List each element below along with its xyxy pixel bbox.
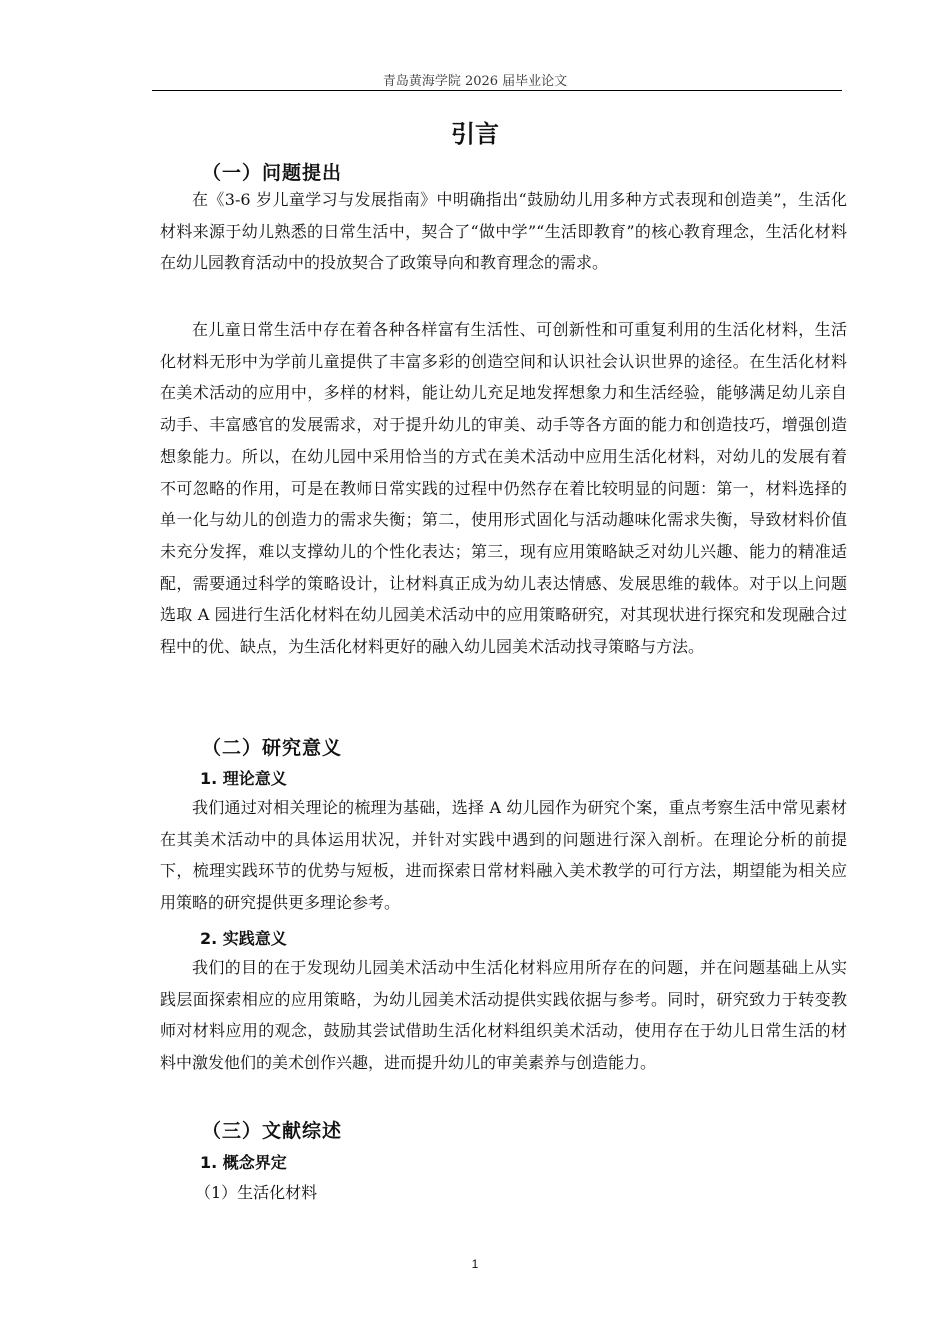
subheading-concept: 1. 概念界定 bbox=[200, 1153, 287, 1172]
running-header: 青岛黄海学院 2026 届毕业论文 bbox=[382, 74, 568, 89]
section-heading-2: （二）研究意义 bbox=[202, 737, 343, 759]
list-item-living-materials: （1）生活化材料 bbox=[195, 1183, 318, 1202]
subheading-practice: 2. 实践意义 bbox=[200, 929, 287, 948]
paragraph-3: 我们通过对相关理论的梳理为基础，选择 A 幼儿园作为研究个案，重点考察生活中常见素材在其美术活动中的具体运用状况，并针对实践中遇到的问题进行深入剖析。在理论分析的前提下，梳理实践环节的优势与短板，进而探索日常材料融入美术教学的可行方法，期望能为相关应用策略的研究提供更多理论参考。 bbox=[160, 798, 847, 913]
paragraph-1: 在《3-6 岁儿童学习与发展指南》中明确指出“鼓励幼儿用多种方式表现和创造美”，生活化材料来源于幼儿熟悉的日常生活中，契合了“做中学”“生活即教育”的核心教育理念，生活化材料在幼儿园教育活动中的投放契合了政策导向和教育理念的需求。 bbox=[160, 190, 847, 273]
page-number: 1 bbox=[471, 1257, 479, 1271]
page-title: 引言 bbox=[451, 120, 499, 148]
subheading-theory: 1. 理论意义 bbox=[200, 769, 287, 788]
paragraph-4: 我们的目的在于发现幼儿园美术活动中生活化材料应用所存在的问题，并在问题基础上从实践层面探索相应的应用策略，为幼儿园美术活动提供实践依据与参考。同时，研究致力于转变教师对材料应用的观念，鼓励其尝试借助生活化材料组织美术活动，使用存在于幼儿日常生活的材料中激发他们的美术创作兴趣，进而提升幼儿的审美素养与创造能力。 bbox=[160, 958, 847, 1073]
section-heading-1: （一）问题提出 bbox=[202, 162, 343, 184]
section-heading-3: （三）文献综述 bbox=[202, 1120, 343, 1142]
header-rule bbox=[152, 90, 842, 91]
paragraph-2: 在儿童日常生活中存在着各种各样富有生活性、可创新性和可重复利用的生活化材料，生活化材料无形中为学前儿童提供了丰富多彩的创造空间和认识社会认识世界的途径。在生活化材料在美术活动的应用中，多样的材料，能让幼儿充足地发挥想象力和生活经验，能够满足幼儿亲自动手、丰富感官的发展需求，对于提升幼儿的审美、动手等各方面的能力和创造技巧，增强创造想象能力。所以，在幼儿园中采用恰当的方式在美术活动中应用生活化材料，对幼儿的发展有着不可忽略的作用，可是在教师日常实践的过程中仍然存在着比较明显的问题：第一，材料选择的单一化与幼儿的创造力的需求失衡；第二，使用形式固化与活动趣味化需求失衡，导致材料价值未充分发挥，难以支撑幼儿的个性化表达；第三，现有应用策略缺乏对幼儿兴趣、能力的精准适配，需要通过科学的策略设计，让材料真正成为幼儿表达情感、发展思维的载体。对于以上问题选取 A 园进行生活化材料在幼儿园美术活动中的应用策略研究，对其现状进行探究和发现融合过程中的优、缺点，为生活化材料更好的融入幼儿园美术活动找寻策略与方法。 bbox=[160, 320, 847, 657]
